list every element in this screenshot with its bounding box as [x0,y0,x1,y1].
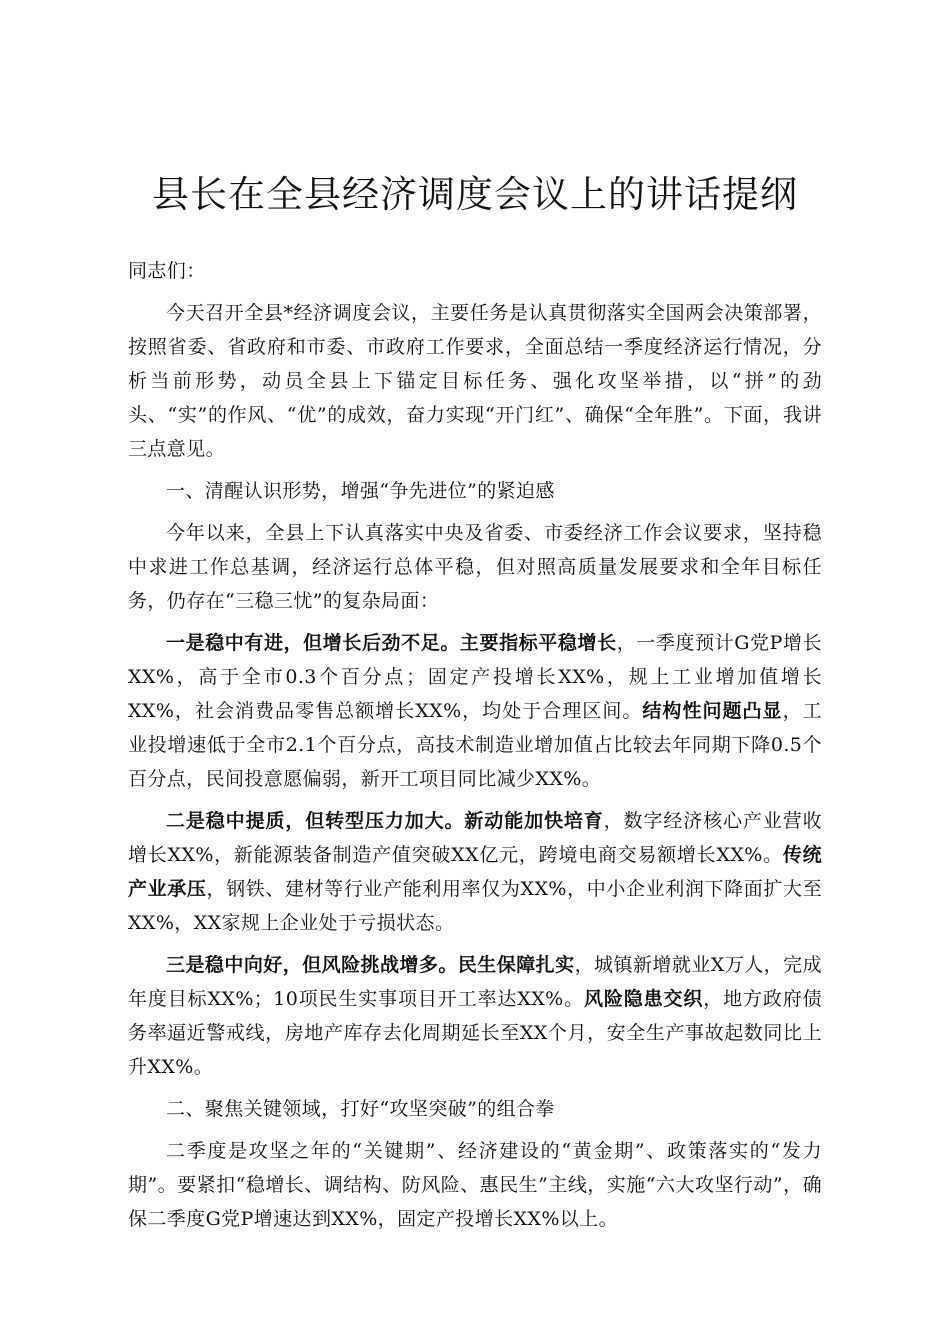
point-2-lead: 二是稳中提质，但转型压力加大。 [166,810,465,832]
point-1-text2: ，工业投增速低于全市2.1个百分点，高技术制造业增加值占比较去年同期下降0.5个百分点，民间投意愿偏弱，新开工项目同比减少XX%。 [128,700,822,790]
point-3-text1: ，城镇新增就业X万人，完成年度目标XX%；10项民生实事项目开工率达XX%。 [128,954,822,1010]
document-body [128,254,822,1236]
point-2-sub1: 新动能加快培育 [464,810,604,832]
salutation: 同志们： [128,260,206,282]
section-1-intro: 今年以来，全县上下认真落实中央及省委、市委经济工作会议要求，坚持稳中求进工作总基调，经济运行总体平稳，但对照高质量发展要求和全年目标任务，仍存在“三稳三忧”的复杂局面： [128,522,822,612]
point-2-paragraph [128,804,822,940]
point-3-paragraph [128,948,822,1084]
point-1-sub2: 结构性问题凸显 [642,700,783,722]
point-1-text1: ，一季度预计G党P增长XX%，高于全市0.3个百分点；固定产投增长XX%，规上工业增加值增长XX%，社会消费品零售总额增长XX%，均处于合理区间。 [128,632,822,722]
point-1-paragraph [128,626,822,796]
point-2-text1: ，数字经济核心产业营收增长XX%，新能源装备制造产值突破XX亿元，跨境电商交易额增长XX%。 [128,810,822,866]
intro-paragraph: 今天召开全县*经济调度会议，主要任务是认真贯彻落实全国两会决策部署，按照省委、省政府和市委、市政府工作要求，全面总结一季度经济运行情况，分析当前形势，动员全县上下锚定目标任务、强化攻坚举措，以“拼”的劲头、“实”的作风、“优”的成效，奋力实现“开门红”、确保“全年胜”。下面，我讲三点意见。 [128,302,822,460]
document-title: 县长在全县经济调度会议上的讲话提纲 [152,173,798,216]
point-1-lead: 一是稳中有进，但增长后劲不足。 [166,632,460,654]
section-2-intro: 二季度是攻坚之年的“关键期”、经济建设的“黄金期”、政策落实的“发力期”。要紧扣“稳增长、调结构、防风险、惠民生”主线，实施“六大攻坚行动”，确保二季度G党P增速达到XX%，固定产投增长XX%以上。 [128,1140,822,1230]
point-2-sub2: 传统产业承压 [128,844,822,900]
point-2-text2: ，钢铁、建材等行业产能利用率仅为XX%，中小企业利润下降面扩大至XX%，XX家规上企业处于亏损状态。 [128,878,822,934]
point-3-lead: 三是稳中向好，但风险挑战增多。 [166,954,458,976]
section-1-heading: 一、清醒认识形势，增强“争先进位”的紧迫感 [166,480,555,502]
point-1-sub1: 主要指标平稳增长 [459,632,617,654]
point-3-text2: ，地方政府债务率逼近警戒线，房地产库存去化周期延长至XX个月，安全生产事故起数同比上升XX%。 [128,988,823,1078]
point-3-sub1: 民生保障扎实 [457,954,575,976]
section-2-heading: 二、聚焦关键领域，打好“攻坚突破”的组合拳 [166,1098,555,1120]
point-3-sub2: 风险隐患交织 [583,988,704,1010]
